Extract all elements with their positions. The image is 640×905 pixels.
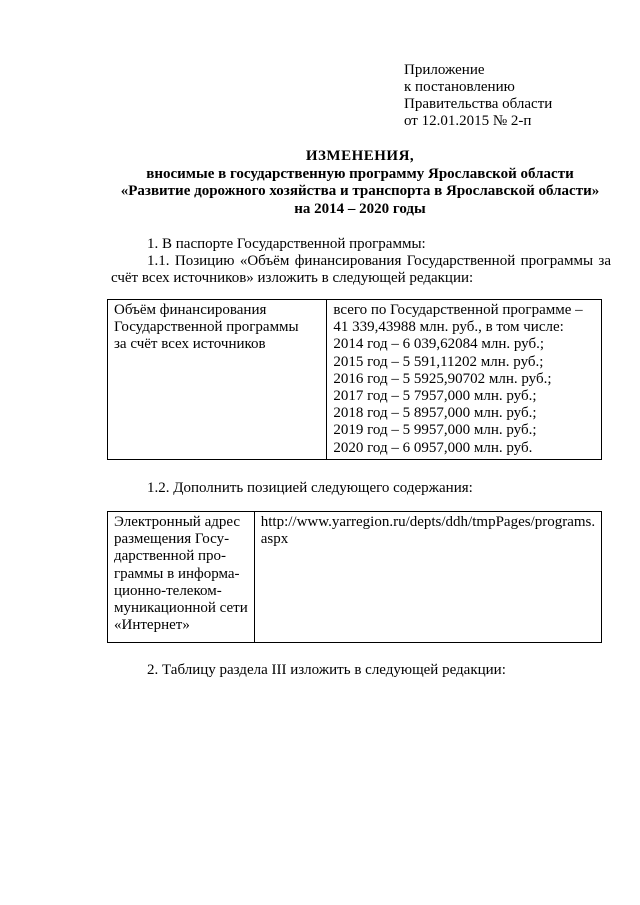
financing-table: [107, 299, 602, 460]
cell-line: 2014 год – 6 039,62084 млн. руб.;: [333, 336, 544, 353]
title-line: «Развитие дорожного хозяйства и транспорта в Ярославской области»: [120, 183, 600, 199]
appendix-line: Правительства области: [404, 96, 553, 112]
paragraph-1: 1. В паспорте Государственной программы:: [147, 236, 426, 252]
cell-line: Объём финансирования: [114, 302, 267, 318]
appendix-header: [404, 62, 624, 130]
cell-line: «Интернет»: [114, 617, 190, 634]
table-row: [108, 512, 602, 643]
paragraph-1-1: 1.1. Позицию «Объём финансирования Государственной программы за счёт всех источников» изложить в следующей редакции:: [111, 253, 611, 286]
cell-line: ционно-телеком-: [114, 582, 222, 599]
web-address-table: [107, 511, 602, 643]
paragraph-1-2: 1.2. Дополнить позицией следующего содержания:: [147, 480, 473, 496]
financing-value-cell: [327, 300, 602, 460]
title-main: ИЗМЕНЕНИЯ,: [305, 148, 415, 164]
cell-line: муникационной сети: [114, 600, 248, 617]
cell-line: 2017 год – 5 7957,000 млн. руб.;: [333, 388, 537, 405]
cell-line: 2018 год – 5 8957,000 млн. руб.;: [333, 405, 537, 422]
url-line: http://www.yarregion.ru/depts/ddh/tmpPages/programs.: [260, 514, 596, 530]
cell-line: дарственной про-: [114, 548, 227, 565]
cell-line: Электронный адрес: [114, 514, 241, 530]
cell-line: всего по Государственной программе –: [333, 302, 583, 318]
table-row: [108, 300, 602, 460]
web-address-label-cell: [108, 512, 255, 643]
appendix-line: Приложение: [404, 62, 485, 78]
web-address-value-cell: [254, 512, 601, 643]
cell-line: 2015 год – 5 591,11202 млн. руб.;: [333, 353, 544, 370]
cell-line: 41 339,43988 млн. руб., в том числе:: [333, 319, 564, 336]
cell-line: Государственной программы: [114, 319, 299, 336]
cell-line: 2019 год – 5 9957,000 млн. руб.;: [333, 422, 537, 439]
cell-line: за счёт всех источников: [114, 336, 266, 353]
title-line: вносимые в государственную программу Ярославской области: [146, 165, 574, 182]
appendix-line: от 12.01.2015 № 2-п: [404, 113, 532, 129]
document-title: [60, 148, 640, 218]
title-line: на 2014 – 2020 годы: [294, 200, 426, 217]
cell-line: размещения Госу-: [114, 531, 230, 548]
url-line: aspx: [260, 531, 289, 548]
cell-line: граммы в информа-: [114, 565, 240, 582]
paragraph-2: 2. Таблицу раздела III изложить в следующей редакции:: [147, 662, 506, 678]
cell-line: 2020 год – 6 0957,000 млн. руб.: [333, 439, 533, 456]
appendix-line: к постановлению: [404, 79, 515, 95]
financing-label-cell: [108, 300, 327, 460]
cell-line: 2016 год – 5 5925,90702 млн. руб.;: [333, 370, 552, 387]
